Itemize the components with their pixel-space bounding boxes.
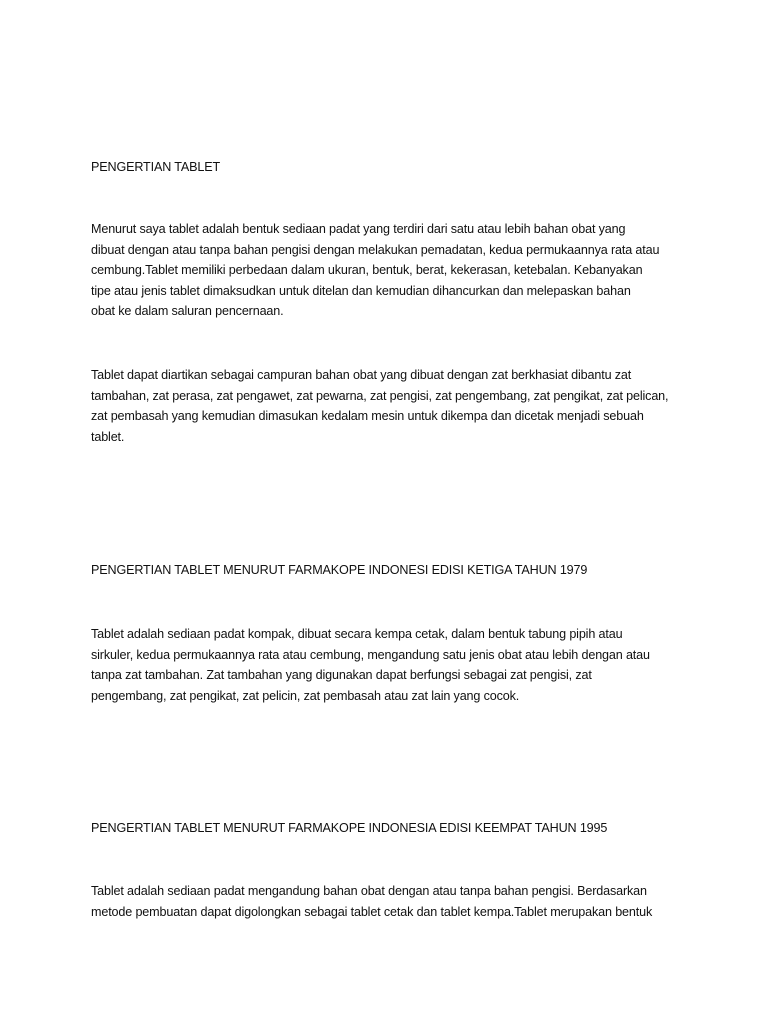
paragraph-line: Tablet dapat diartikan sebagai campuran bahan obat yang dibuat dengan zat berkhasiat dibantu zat [91, 368, 632, 382]
paragraph-line: zat pembasah yang kemudian dimasukan kedalam mesin untuk dikempa dan dicetak menjadi sebuah [91, 409, 644, 423]
paragraph-line: tablet. [91, 429, 125, 444]
paragraph-line: Menurut saya tablet adalah bentuk sediaan padat yang terdiri dari satu atau lebih bahan obat yang [91, 222, 626, 236]
paragraph-farmakope-1995 [91, 881, 691, 922]
paragraph-line: tambahan, zat perasa, zat pengawet, zat pewarna, zat pengisi, zat pengembang, zat pengikat, zat pelican, [91, 388, 669, 403]
paragraph-line: obat ke dalam saluran pencernaan. [91, 304, 284, 318]
paragraph-line: Tablet adalah sediaan padat kompak, dibuat secara kempa cetak, dalam bentuk tabung pipih atau [91, 627, 623, 641]
heading-text: PENGERTIAN TABLET [91, 160, 221, 174]
paragraph-line: pengembang, zat pengikat, zat pelicin, zat pembasah atau zat lain yang cocok. [91, 688, 520, 703]
heading-text: PENGERTIAN TABLET MENURUT FARMAKOPE INDONESI EDISI KETIGA TAHUN 1979 [91, 563, 588, 577]
paragraph-definition-personal [91, 219, 691, 322]
paragraph-line: cembung.Tablet memiliki perbedaan dalam ukuran, bentuk, berat, kekerasan, ketebalan. Kebanyakan [91, 263, 643, 277]
heading-text: PENGERTIAN TABLET MENURUT FARMAKOPE INDONESIA EDISI KEEMPAT TAHUN 1995 [91, 821, 608, 835]
paragraph-line: tanpa zat tambahan. Zat tambahan yang digunakan dapat berfungsi sebagai zat pengisi, zat [91, 668, 592, 682]
section-heading-tablet [91, 157, 691, 178]
paragraph-line: Tablet adalah sediaan padat mengandung bahan obat dengan atau tanpa bahan pengisi. Berdasarkan [91, 884, 647, 898]
paragraph-farmakope-1979 [91, 624, 691, 706]
paragraph-line: sirkuler, kedua permukaannya rata atau cembung, mengandung satu jenis obat atau lebih dengan atau [91, 647, 650, 662]
paragraph-definition-mixture [91, 365, 691, 447]
section-heading-farmakope-1979 [91, 560, 691, 581]
section-heading-farmakope-1995 [91, 818, 691, 839]
paragraph-line: dibuat dengan atau tanpa bahan pengisi dengan melakukan pemadatan, kedua permukaannya rata atau [91, 242, 660, 257]
paragraph-line: metode pembuatan dapat digolongkan sebagai tablet cetak dan tablet kempa.Tablet merupakan bentuk [91, 904, 653, 919]
paragraph-line: tipe atau jenis tablet dimaksudkan untuk ditelan dan kemudian dihancurkan dan melepaskan bahan [91, 283, 631, 298]
